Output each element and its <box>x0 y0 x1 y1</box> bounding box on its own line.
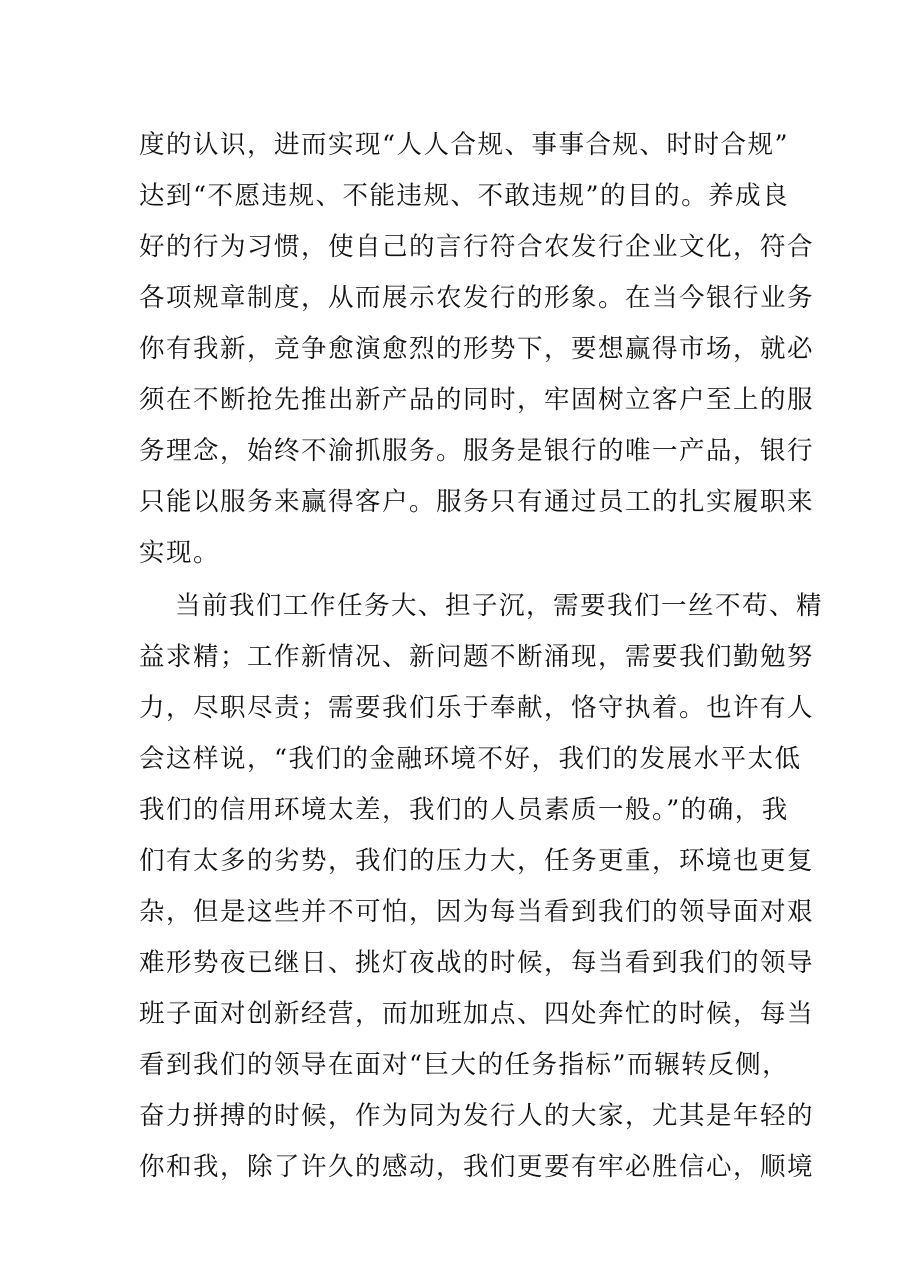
text-line: 各项规章制度，从而展示农发行的形象。在当今银行业务 <box>139 283 815 313</box>
text-line: 力，尽职尽责；需要我们乐于奉献，恪守执着。也许有人 <box>139 693 815 723</box>
text-line: 你有我新，竞争愈演愈烈的形势下，要想赢得市场，就必 <box>139 334 815 364</box>
text-line: 杂，但是这些并不可怕，因为每当看到我们的领导面对艰 <box>139 897 815 927</box>
text-line: 达到“不愿违规、不能违规、不敢违规”的目的。养成良 <box>139 181 790 211</box>
text-line: 度的认识，进而实现“人人合规、事事合规、时时合规” <box>139 130 790 160</box>
text-line: 你和我，除了许久的感动，我们更要有牢必胜信心，顺境 <box>139 1152 815 1182</box>
paragraph-first-line: 当前我们工作任务大、担子沉，需要我们一丝不苟、精 <box>175 591 824 621</box>
text-line: 务理念，始终不渝抓服务。服务是银行的唯一产品，银行 <box>139 436 815 466</box>
text-line: 看到我们的领导在面对“巨大的任务指标”而辗转反侧， <box>139 1050 790 1080</box>
text-line: 难形势夜已继日、挑灯夜战的时候，每当看到我们的领导 <box>139 948 815 978</box>
text-line: 好的行为习惯，使自己的言行符合农发行企业文化，符合 <box>139 232 815 262</box>
text-line: 会这样说，“我们的金融环境不好，我们的发展水平太低 <box>139 744 802 774</box>
text-line: 奋力拼搏的时候，作为同为发行人的大家，尤其是年轻的 <box>139 1101 815 1131</box>
text-line: 们有太多的劣势，我们的压力大，任务更重，环境也更复 <box>139 846 815 876</box>
text-line: 益求精；工作新情况、新问题不断涌现，需要我们勤勉努 <box>139 642 815 672</box>
text-line: 须在不断抢先推出新产品的同时，牢固树立客户至上的服 <box>139 385 815 415</box>
text-line: 班子面对创新经营，而加班加点、四处奔忙的时候，每当 <box>139 999 815 1029</box>
text-line: 只能以服务来赢得客户。服务只有通过员工的扎实履职来 <box>139 487 815 517</box>
text-line: 我们的信用环境太差，我们的人员素质一般。”的确，我 <box>139 795 789 825</box>
text-line: 实现。 <box>139 538 221 568</box>
